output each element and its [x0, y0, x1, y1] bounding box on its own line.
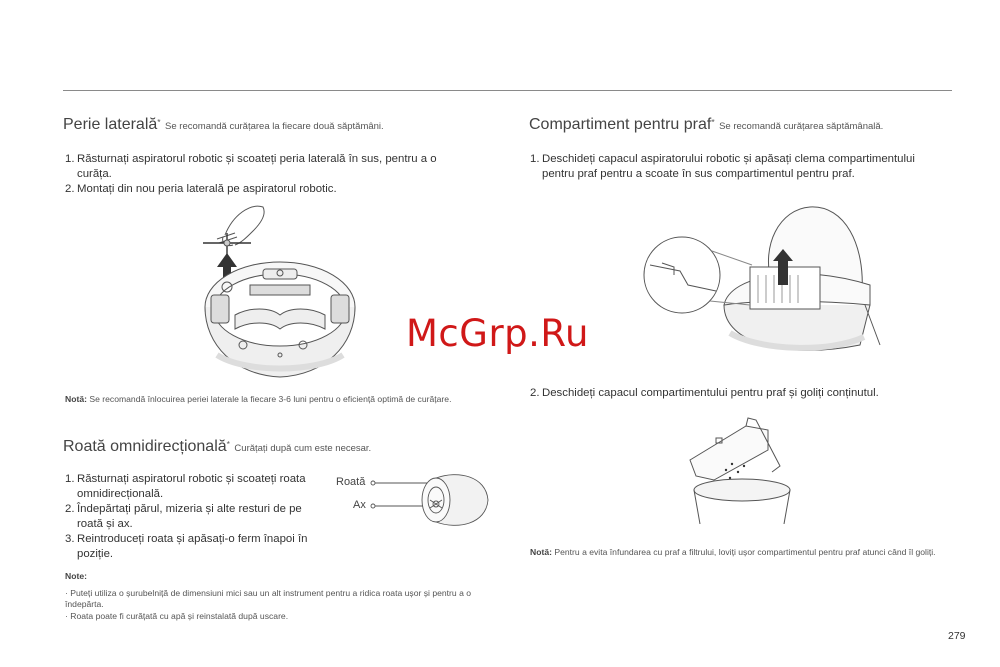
omni-wheel-step-1: 1. Răsturnați aspiratorul robotic și scoateți roata omnidirecțională.	[65, 473, 306, 500]
dust-bin-subtitle: Se recomandă curățarea săptămânală.	[719, 121, 884, 132]
notes-title: Note:	[65, 571, 87, 581]
dust-bin-step-2: 2. Deschideți capacul compartimentului pentru praf și goliți conținutul.	[530, 387, 879, 399]
dust-bin-note: Notă: Pentru a evita înfundarea cu praf a filtrului, loviți ușor compartimentul pentru praf atunci când îl goliți.	[530, 547, 936, 557]
axle-label: Ax	[353, 499, 366, 511]
side-brush-step-1: 1. Răsturnați aspiratorul robotic și scoateți peria laterală în sus, pentru a o curăța.	[65, 153, 437, 180]
side-brush-heading: Perie laterală* Se recomandă curățarea la fiecare două săptămâni.	[63, 116, 384, 133]
omni-wheel-illustration	[368, 470, 492, 532]
omni-wheel-note-2: · Roata poate fi curățată cu apă și reinstalată după uscare.	[65, 610, 289, 621]
page-number: 279	[948, 630, 966, 642]
watermark-text: McGrp.Ru	[406, 312, 589, 355]
omni-wheel-note-1: · Puteți utiliza o șurubelniță de dimensiuni mici sau un alt instrument pentru a ridica roata ușor și pentru a o îndepărta.	[65, 587, 472, 609]
dust-bin-title: Compartiment pentru praf	[529, 116, 712, 133]
dust-bin-step-1: 1. Deschideți capacul aspiratorului robotic și apăsați clema compartimentului pentru praf pentru a scoate în sus compartimentul pentru praf.	[530, 153, 915, 180]
side-brush-step-2: 2. Montați din nou peria laterală pe aspiratorul robotic.	[65, 183, 337, 195]
wheel-label: Roată	[336, 476, 366, 488]
omni-wheel-heading: Roată omnidirecțională* Curățați după cum este necesar.	[63, 438, 372, 455]
dust-bin-removal-illustration	[640, 205, 890, 365]
top-divider-line	[63, 90, 952, 91]
omni-wheel-title: Roată omnidirecțională	[63, 438, 227, 455]
dust-bin-emptying-illustration	[686, 416, 806, 524]
robot-underside-side-brush-illustration	[195, 195, 365, 385]
side-brush-title: Perie laterală	[63, 116, 158, 133]
omni-wheel-step-2: 2. Îndepărtați părul, mizeria și alte resturi de pe roată și ax.	[65, 503, 302, 530]
omni-wheel-notes	[65, 571, 495, 622]
omni-wheel-step-3: 3. Reintroduceți roata și apăsați-o ferm înapoi în poziție.	[65, 533, 308, 560]
side-brush-note: Notă: Se recomandă înlocuirea periei laterale la fiecare 3-6 luni pentru o eficiență optimă de curățare.	[65, 394, 452, 404]
omni-wheel-subtitle: Curățați după cum este necesar.	[234, 443, 372, 454]
dust-bin-heading: Compartiment pentru praf* Se recomandă curățarea săptămânală.	[529, 116, 884, 133]
side-brush-subtitle: Se recomandă curățarea la fiecare două săptămâni.	[165, 121, 384, 132]
